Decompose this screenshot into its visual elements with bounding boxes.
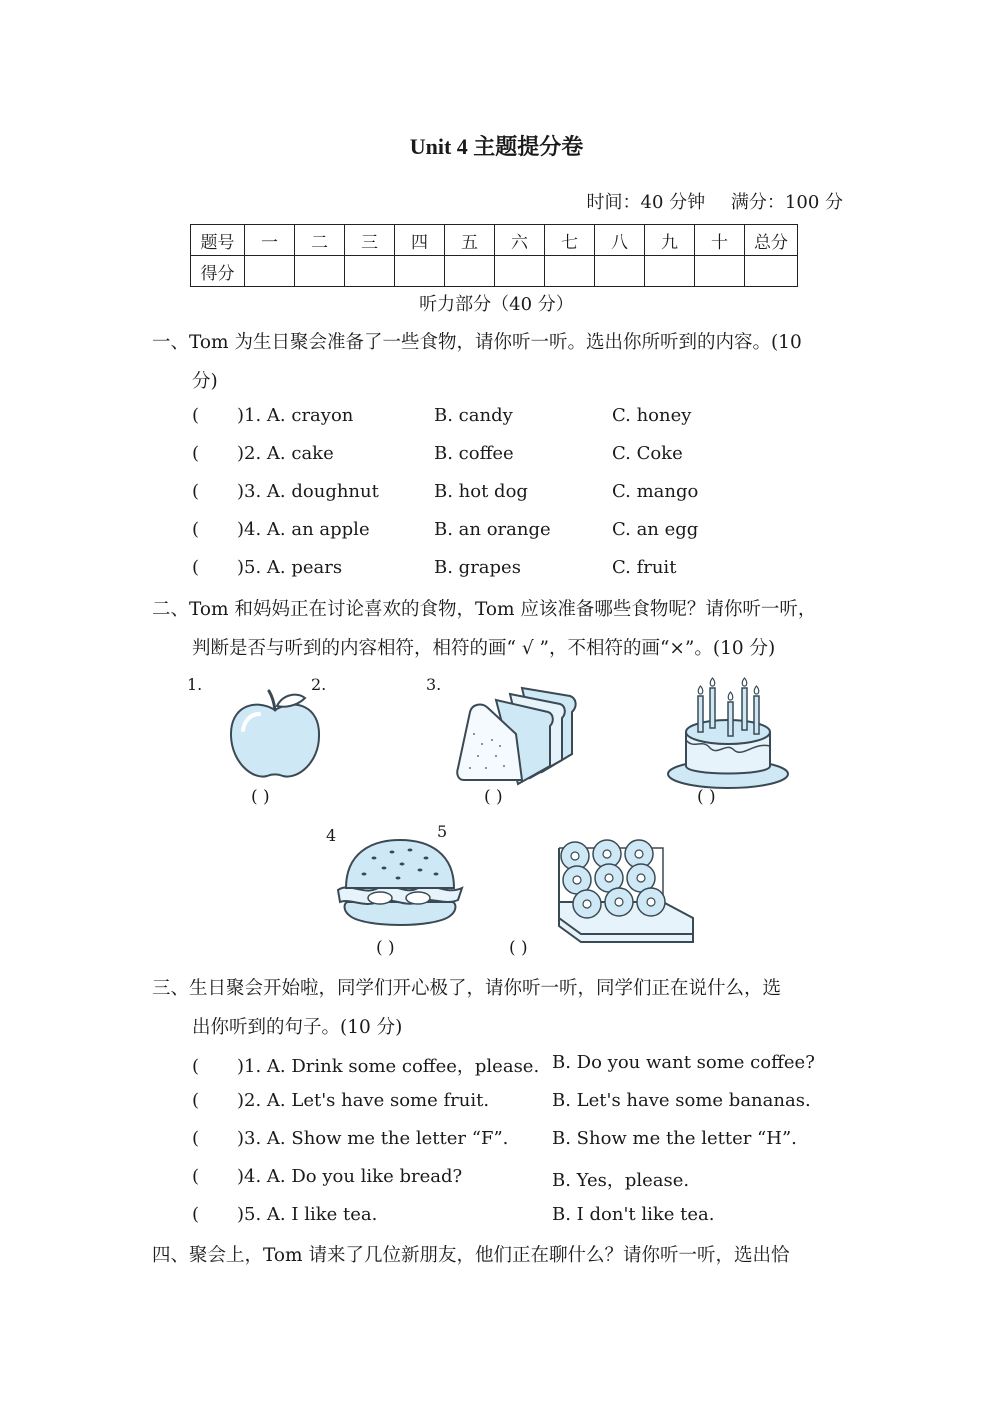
score-cell: 六	[495, 225, 545, 256]
option-c: C. mango	[612, 481, 699, 502]
question-text: )5. A. I like tea.	[237, 1204, 378, 1225]
score-cell: 五	[445, 225, 495, 256]
answer-blank[interactable]: (	[192, 443, 200, 464]
option-b: B. coffee	[434, 443, 514, 464]
question-text: )3. A. Show me the letter “F”.	[237, 1128, 509, 1149]
section4-instruction-line1: 四、聚会上，Tom 请来了几位新朋友，他们正在聊什么？请你听一听，选出恰	[152, 1245, 790, 1266]
score-input-cell[interactable]	[395, 256, 445, 287]
answer-blank[interactable]: (	[192, 1056, 200, 1077]
score-table-score-row	[191, 256, 798, 287]
picture-answer-3[interactable]: ( )	[484, 787, 503, 807]
section3-question-2	[192, 1090, 489, 1111]
section1-question-5	[192, 557, 342, 578]
question-text: )4. A. Do you like bread?	[237, 1166, 463, 1187]
section1-question-4	[192, 519, 370, 540]
section1-question-1	[192, 405, 353, 426]
section2-instruction-line1: 二、Tom 和妈妈正在讨论喜欢的食物，Tom 应该准备哪些食物呢？请你听一听，	[152, 599, 817, 620]
option-b: B. Show me the letter “H”.	[552, 1128, 797, 1149]
option-b: B. I don't like tea.	[552, 1204, 715, 1225]
section3-question-4	[192, 1166, 462, 1187]
score-input-cell[interactable]	[595, 256, 645, 287]
picture-answer-4[interactable]: ( )	[376, 938, 395, 958]
score-cell: 总分	[745, 225, 798, 256]
picture-answer-5[interactable]: ( )	[509, 938, 528, 958]
score-input-cell[interactable]	[245, 256, 295, 287]
burger-illustration	[334, 836, 466, 932]
question-text: )2. A. Let's have some fruit.	[237, 1090, 490, 1111]
score-cell: 二	[295, 225, 345, 256]
exam-time: 时间：40 分钟	[586, 192, 706, 213]
score-input-cell[interactable]	[345, 256, 395, 287]
section1-instruction-line2: 分)	[192, 371, 218, 392]
section1-question-3	[192, 481, 379, 502]
score-input-cell[interactable]	[445, 256, 495, 287]
option-c: C. fruit	[612, 557, 677, 578]
question-text: )5. A. pears	[237, 557, 343, 578]
option-b: B. Let's have some bananas.	[552, 1090, 811, 1111]
score-cell: 七	[545, 225, 595, 256]
bread-illustration	[452, 684, 582, 784]
answer-blank[interactable]: (	[192, 519, 200, 540]
answer-blank[interactable]: (	[192, 1090, 200, 1111]
option-c: C. honey	[612, 405, 692, 426]
score-input-cell[interactable]	[645, 256, 695, 287]
picture-answer-1[interactable]: ( )	[251, 787, 270, 807]
picture-number-2: 2.	[311, 675, 327, 694]
picture-answer-cake[interactable]: ( )	[697, 787, 716, 807]
answer-blank[interactable]: (	[192, 481, 200, 502]
section3-question-5	[192, 1204, 377, 1225]
exam-meta	[567, 188, 843, 214]
picture-number-4: 4	[326, 826, 337, 845]
option-c: C. Coke	[612, 443, 683, 464]
option-b: B. grapes	[434, 557, 521, 578]
score-input-cell[interactable]	[745, 256, 798, 287]
section3-question-1	[192, 1052, 539, 1078]
answer-blank[interactable]: (	[192, 405, 200, 426]
score-cell: 四	[395, 225, 445, 256]
score-cell: 十	[695, 225, 745, 256]
score-input-cell[interactable]	[695, 256, 745, 287]
option-b: B. candy	[434, 405, 513, 426]
option-b: B. an orange	[434, 519, 551, 540]
question-text: )4. A. an apple	[237, 519, 370, 540]
score-table	[190, 224, 798, 287]
cake-illustration	[664, 680, 792, 792]
option-c: C. an egg	[612, 519, 699, 540]
section1-question-2	[192, 443, 334, 464]
section2-instruction-line2: 判断是否与听到的内容相符，相符的画“ √ ”，不相符的画“×”。(10 分)	[192, 638, 776, 659]
doughnuts-illustration	[553, 838, 697, 944]
answer-blank[interactable]: (	[192, 1128, 200, 1149]
score-cell: 九	[645, 225, 695, 256]
question-text: )3. A. doughnut	[237, 481, 379, 502]
section1-instruction-line1: 一、Tom 为生日聚会准备了一些食物，请你听一听。选出你所听到的内容。(10	[152, 332, 802, 353]
option-b: B. hot dog	[434, 481, 528, 502]
picture-number-5: 5	[437, 822, 448, 841]
score-input-cell[interactable]	[495, 256, 545, 287]
listening-header: 听力部分（40 分）	[419, 294, 574, 315]
question-text: )2. A. cake	[237, 443, 334, 464]
score-input-cell[interactable]	[295, 256, 345, 287]
section3-question-3	[192, 1128, 508, 1149]
apple-illustration	[225, 688, 325, 783]
score-cell: 八	[595, 225, 645, 256]
answer-blank[interactable]: (	[192, 557, 200, 578]
question-text: )1. A. Drink some coffee，please.	[237, 1056, 540, 1077]
section3-instruction-line1: 三、生日聚会开始啦，同学们开心极了，请你听一听，同学们正在说什么，选	[152, 978, 782, 999]
section3-instruction-line2: 出你听到的句子。(10 分)	[192, 1017, 403, 1038]
score-cell: 一	[245, 225, 295, 256]
option-b: B. Yes，please.	[552, 1170, 690, 1191]
score-table-header-row	[191, 225, 798, 256]
page-title: Unit 4 主题提分卷	[409, 134, 584, 159]
score-cell: 三	[345, 225, 395, 256]
picture-number-1: 1.	[187, 675, 203, 694]
score-cell: 题号	[191, 225, 245, 256]
exam-full-score: 满分：100 分	[730, 192, 843, 213]
answer-blank[interactable]: (	[192, 1166, 200, 1187]
answer-blank[interactable]: (	[192, 1204, 200, 1225]
score-input-cell[interactable]	[545, 256, 595, 287]
picture-number-3: 3.	[426, 675, 442, 694]
option-b: B. Do you want some coffee?	[552, 1052, 815, 1073]
question-text: )1. A. crayon	[237, 405, 354, 426]
score-cell: 得分	[191, 256, 245, 287]
